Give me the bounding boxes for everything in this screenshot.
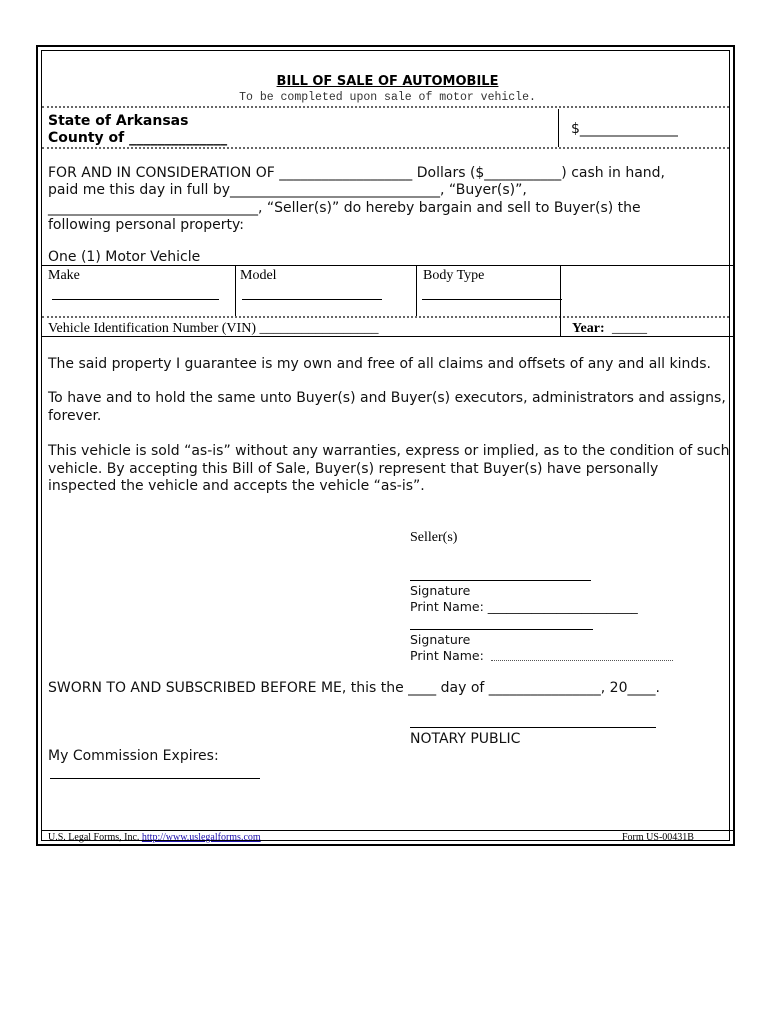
- form-inner-border: [41, 50, 730, 841]
- form-frame: [36, 45, 735, 846]
- body-type-label: Body Type: [423, 268, 485, 283]
- consideration-line-1: FOR AND IN CONSIDERATION OF ___________________ Dollars ($___________) cash in hand,: [48, 165, 665, 181]
- commission-expires-field[interactable]: [50, 778, 260, 779]
- print-name-label-2: Print Name:: [410, 648, 484, 663]
- county-field[interactable]: County of ______________: [48, 130, 228, 146]
- model-label: Model: [240, 268, 277, 283]
- as-is-paragraph: This vehicle is sold “as-is” without any warranties, express or implied, as to the condition of such vehicle. By accepting this Bill of Sale, Buyer(s) represent that Buyer(s) have personally inspected the vehicle and accepts the vehicle “as-is”.: [48, 443, 730, 494]
- state-divider: [42, 147, 729, 149]
- hold-paragraph: To have and to hold the same unto Buyer(s) and Buyer(s) executors, administrators and assigns, forever.: [48, 390, 726, 424]
- make-field[interactable]: [52, 299, 219, 300]
- year-divider: [560, 316, 561, 336]
- vehicle-heading: One (1) Motor Vehicle: [48, 249, 201, 265]
- form-title: BILL OF SALE OF AUTOMOBILE: [276, 74, 499, 89]
- table-col-divider-1: [235, 265, 236, 316]
- table-col-divider-2: [416, 265, 417, 316]
- amount-divider: [558, 109, 559, 147]
- signature-label-2: Signature: [410, 632, 471, 647]
- header-divider: [42, 106, 729, 108]
- sellers-label: Seller(s): [410, 530, 458, 545]
- commission-label: My Commission Expires:: [48, 748, 219, 764]
- seller-signature-line-2[interactable]: [410, 629, 593, 630]
- sworn-line: SWORN TO AND SUBSCRIBED BEFORE ME, this the ____ day of ________________, 20____.: [48, 680, 660, 696]
- body-type-field[interactable]: [422, 299, 562, 300]
- print-name-field-1[interactable]: Print Name: ________________________: [410, 599, 638, 614]
- year-field[interactable]: _____: [612, 321, 647, 336]
- table-top-border: [42, 265, 733, 266]
- table-col-divider-3: [560, 265, 561, 316]
- consideration-line-4: following personal property:: [48, 217, 244, 233]
- guarantee-paragraph: The said property I guarantee is my own and free of all claims and offsets of any and all kinds.: [48, 356, 712, 372]
- footer-divider: [42, 830, 733, 831]
- year-label: Year:: [572, 321, 605, 336]
- print-name-field-2[interactable]: [491, 660, 673, 661]
- state-label: State of Arkansas: [48, 113, 189, 129]
- make-label: Make: [48, 268, 80, 283]
- footer-publisher: [48, 832, 261, 843]
- consideration-line-2: paid me this day in full by______________________________, “Buyer(s)”,: [48, 182, 527, 198]
- form-number: Form US-00431B: [622, 832, 694, 843]
- seller-signature-line-1[interactable]: [410, 580, 591, 581]
- consideration-line-3: ______________________________, “Seller(s)” do hereby bargain and sell to Buyer(s) the: [48, 200, 641, 216]
- vin-field[interactable]: Vehicle Identification Number (VIN) _________________: [48, 321, 379, 336]
- footer-company: U.S. Legal Forms, Inc.: [48, 832, 140, 843]
- table-divider: [42, 316, 729, 318]
- model-field[interactable]: [242, 299, 382, 300]
- vin-bottom-border: [42, 336, 733, 337]
- signature-label-1: Signature: [410, 583, 471, 598]
- amount-field[interactable]: $______________: [571, 121, 678, 137]
- footer-website-link[interactable]: http://www.uslegalforms.com: [141, 832, 261, 843]
- notary-public-label: NOTARY PUBLIC: [410, 731, 521, 747]
- form-subtitle: To be completed upon sale of motor vehicle.: [239, 91, 536, 104]
- notary-signature-line[interactable]: [410, 727, 656, 728]
